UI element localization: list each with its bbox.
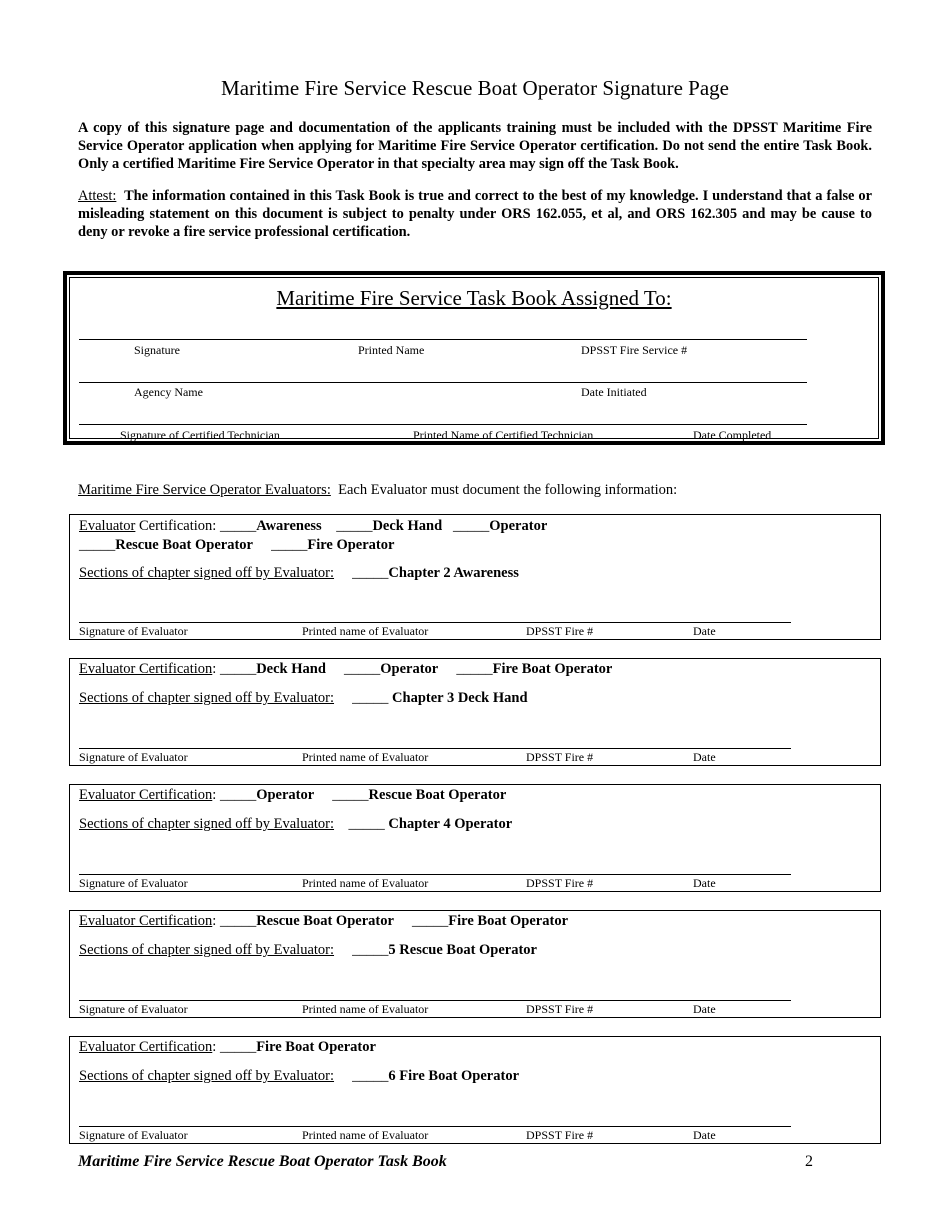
evaluators-intro xyxy=(78,482,677,499)
printed-name-evaluator-label: Printed name of Evaluator xyxy=(302,750,429,764)
evaluator-sig-line[interactable] xyxy=(79,1126,791,1127)
assigned-line-3[interactable] xyxy=(79,424,807,425)
attest-paragraph xyxy=(78,187,872,241)
cert-option: Fire Boat Operator xyxy=(448,913,569,929)
cert-option: Deck Hand xyxy=(372,518,443,534)
evaluator-cert-line: Evaluator Certification: _____Deck Hand _____Operator _____Fire Boat Operator xyxy=(79,661,613,677)
cert-option: Operator xyxy=(380,661,439,677)
intro-paragraph: A copy of this signature page and documentation of the applicants training must be included with the DPSST Maritime Fire Service Operator application when applying for Maritime Fire Service Operator certification. Do not send the entire Task Book. Only a certified Maritime Fire Service Operator in that specialty area may sign off the Task Book. xyxy=(78,120,872,172)
sections-line: Sections of chapter signed off by Evaluator: _____5 Rescue Boat Operator xyxy=(79,942,537,958)
dpsst-fire-label: DPSST Fire # xyxy=(526,624,594,638)
cert-option: Rescue Boat Operator xyxy=(256,913,394,929)
signature-of-evaluator-label: Signature of Evaluator xyxy=(79,1128,188,1142)
attest-label: Attest: xyxy=(78,188,117,204)
sections-line: Sections of chapter signed off by Evaluator: _____6 Fire Boat Operator xyxy=(79,1068,520,1084)
signature-of-evaluator-label: Signature of Evaluator xyxy=(79,876,188,890)
sections-line: Sections of chapter signed off by Evaluator: _____Chapter 2 Awareness xyxy=(79,565,519,581)
chapter-label: 5 Rescue Boat Operator xyxy=(388,942,537,958)
date-label: Date xyxy=(693,876,716,890)
date-initiated-label: Date Initiated xyxy=(581,385,647,399)
cert-option: Fire Operator xyxy=(307,537,395,553)
date-label: Date xyxy=(693,1002,716,1016)
cert-option: Rescue Boat Operator xyxy=(115,537,253,553)
dpsst-fire-label: DPSST Fire # xyxy=(526,750,594,764)
printed-name-evaluator-label: Printed name of Evaluator xyxy=(302,1128,429,1142)
date-completed-label: Date Completed xyxy=(693,428,772,442)
chapter-label: Chapter 3 Deck Hand xyxy=(388,690,528,706)
printed-name-label: Printed Name xyxy=(358,343,425,357)
evaluators-intro-label: Maritime Fire Service Operator Evaluators: xyxy=(78,482,331,498)
sections-line: Sections of chapter signed off by Evaluator: _____ Chapter 4 Operator xyxy=(79,816,513,832)
assigned-title: Maritime Fire Service Task Book Assigned To: xyxy=(276,286,672,310)
evaluators-intro-text: Each Evaluator must document the following information: xyxy=(338,482,678,498)
evaluator-sig-line[interactable] xyxy=(79,1000,791,1001)
evaluator-box-1 xyxy=(69,514,881,640)
page-number: 2 xyxy=(805,1153,813,1170)
dpsst-label: DPSST Fire Service # xyxy=(581,343,688,357)
date-label: Date xyxy=(693,624,716,638)
cert-option: Awareness xyxy=(256,518,322,534)
chapter-label: 6 Fire Boat Operator xyxy=(388,1068,520,1084)
date-label: Date xyxy=(693,750,716,764)
footer-title: Maritime Fire Service Rescue Boat Operator Task Book xyxy=(78,1153,447,1170)
page-title: Maritime Fire Service Rescue Boat Operator Signature Page xyxy=(221,76,729,100)
cert-option: Rescue Boat Operator xyxy=(368,787,507,803)
printed-name-evaluator-label: Printed name of Evaluator xyxy=(302,876,429,890)
evaluator-cert-line: Evaluator Certification: _____Fire Boat Operator xyxy=(79,1039,376,1055)
printed-name-evaluator-label: Printed name of Evaluator xyxy=(302,624,429,638)
signature-label: Signature xyxy=(134,343,180,357)
sections-line: Sections of chapter signed off by Evaluator: _____ Chapter 3 Deck Hand xyxy=(79,690,528,706)
evaluator-sig-line[interactable] xyxy=(79,874,791,875)
assigned-to-box xyxy=(63,271,885,445)
evaluator-box-3 xyxy=(69,784,881,892)
cert-option: Operator xyxy=(489,518,548,534)
evaluator-cert-line: Evaluator Certification: _____Rescue Boat Operator _____Fire Boat Operator xyxy=(79,913,569,929)
evaluator-cert-line: Evaluator Certification: _____Awareness _____Deck Hand _____Operator _____Rescue Boat Operator _____Fire Operator xyxy=(79,518,548,553)
evaluator-sig-line[interactable] xyxy=(79,748,791,749)
assigned-line-2[interactable] xyxy=(79,382,807,383)
signature-of-evaluator-label: Signature of Evaluator xyxy=(79,1002,188,1016)
printed-name-evaluator-label: Printed name of Evaluator xyxy=(302,1002,429,1016)
chapter-label: Chapter 2 Awareness xyxy=(388,565,519,581)
dpsst-fire-label: DPSST Fire # xyxy=(526,1002,594,1016)
evaluator-sig-line[interactable] xyxy=(79,622,791,623)
agency-name-label: Agency Name xyxy=(134,385,203,399)
printed-tech-label: Printed Name of Certified Technician xyxy=(413,428,594,442)
cert-option: Fire Boat Operator xyxy=(492,661,613,677)
dpsst-fire-label: DPSST Fire # xyxy=(526,1128,594,1142)
cert-option: Operator xyxy=(256,787,315,803)
chapter-label: Chapter 4 Operator xyxy=(384,816,513,832)
sig-tech-label: Signature of Certified Technician xyxy=(120,428,280,442)
evaluator-box-4 xyxy=(69,910,881,1018)
dpsst-fire-label: DPSST Fire # xyxy=(526,876,594,890)
signature-of-evaluator-label: Signature of Evaluator xyxy=(79,750,188,764)
evaluator-box-2 xyxy=(69,658,881,766)
attest-text: The information contained in this Task Book is true and correct to the best of my knowledge. I understand that a false or misleading statement on this document is subject to penalty under ORS 162.055, et al, and ORS 162.305 and may be cause to deny or revoke a fire service professional certification. xyxy=(78,188,872,240)
evaluator-box-5 xyxy=(69,1036,881,1144)
assigned-line-1[interactable] xyxy=(79,339,807,340)
signature-of-evaluator-label: Signature of Evaluator xyxy=(79,624,188,638)
evaluator-cert-line: Evaluator Certification: _____Operator _____Rescue Boat Operator xyxy=(79,787,507,803)
cert-option: Deck Hand xyxy=(256,661,326,677)
date-label: Date xyxy=(693,1128,716,1142)
cert-option: Fire Boat Operator xyxy=(256,1039,376,1055)
